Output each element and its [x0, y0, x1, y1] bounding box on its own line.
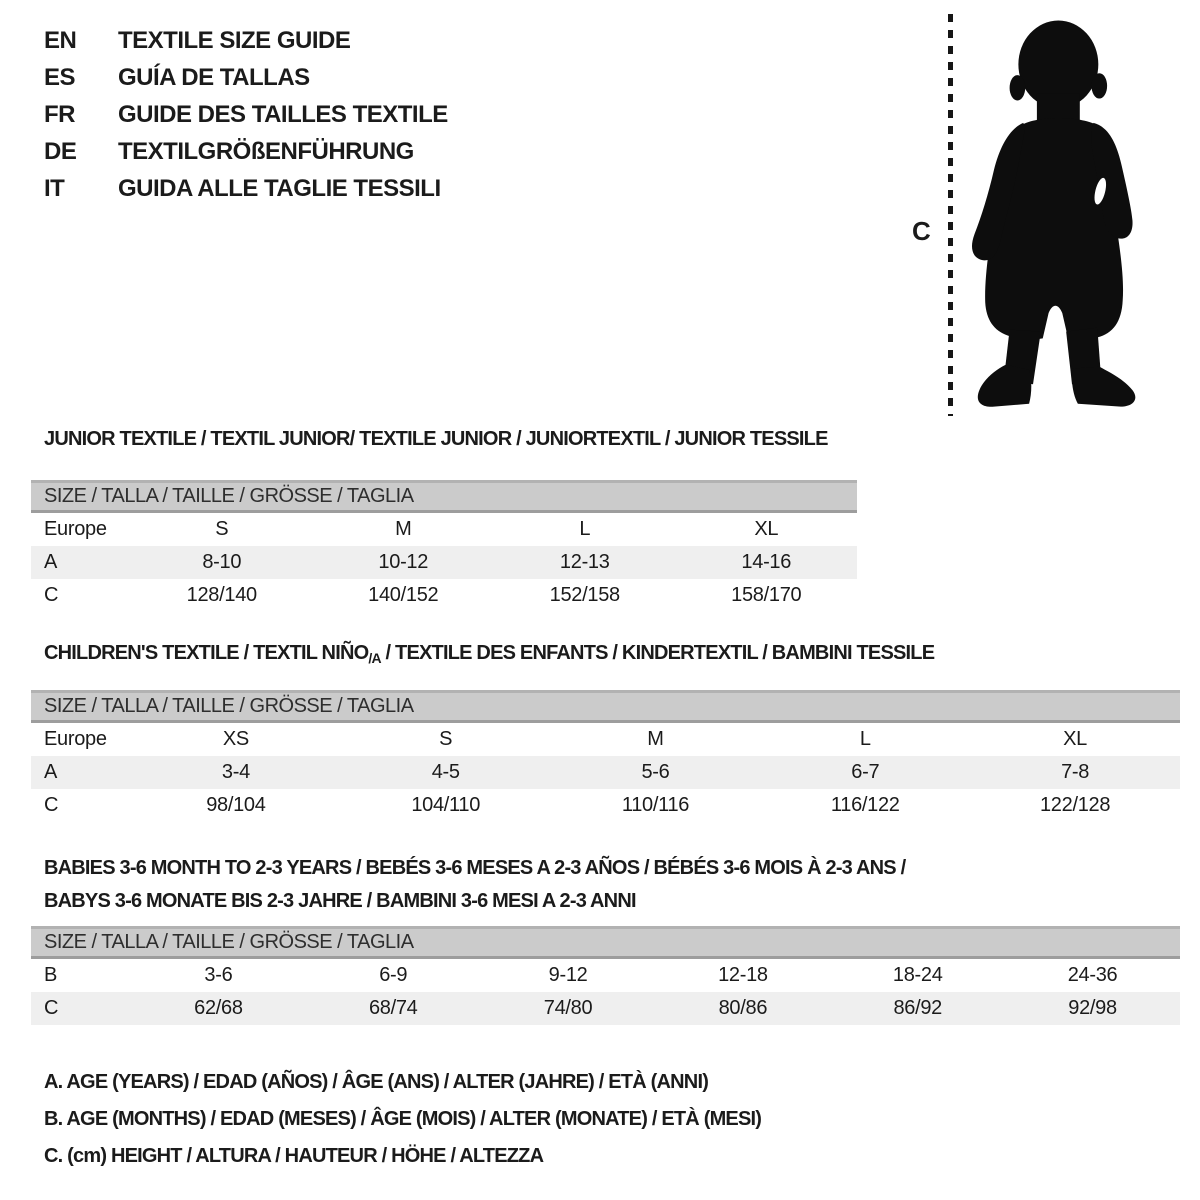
- legend-line: A. AGE (YEARS) / EDAD (AÑOS) / ÂGE (ANS) / ALTER (JAHRE) / ETÀ (ANNI): [44, 1071, 709, 1093]
- table-cell: 7-8: [1061, 761, 1090, 783]
- junior-section-heading: JUNIOR TEXTILE / TEXTIL JUNIOR/ TEXTILE JUNIOR / JUNIORTEXTIL / JUNIOR TESSILE: [44, 428, 828, 450]
- table-cell: 5-6: [641, 761, 670, 783]
- table-row-c: [31, 789, 1180, 822]
- table-cell: S: [215, 518, 229, 540]
- table-row-a: [31, 546, 857, 579]
- size-bar-label: SIZE / TALLA / TAILLE / GRÖSSE / TAGLIA: [44, 931, 414, 953]
- language-row-fr: [44, 96, 448, 133]
- children-heading-text: CHILDREN'S TEXTILE / TEXTIL NIÑO: [44, 642, 369, 664]
- guide-title: GUÍA DE TALLAS: [118, 64, 310, 91]
- row-label: A: [44, 551, 58, 573]
- table-cell: 6-7: [851, 761, 880, 783]
- children-size-table: [31, 723, 1180, 822]
- row-label: Europe: [44, 518, 107, 540]
- size-bar-label: SIZE / TALLA / TAILLE / GRÖSSE / TAGLIA: [44, 695, 414, 717]
- height-dashed-line: [948, 14, 953, 416]
- language-code: FR: [44, 101, 75, 128]
- table-cell: 68/74: [368, 997, 418, 1019]
- toddler-silhouette-icon: [955, 15, 1150, 420]
- table-row-b: [31, 959, 1180, 992]
- legend: [44, 1064, 761, 1175]
- table-cell: 14-16: [741, 551, 792, 573]
- babies-section-heading: [44, 852, 905, 918]
- row-label: C: [44, 997, 59, 1019]
- legend-line: B. AGE (MONTHS) / EDAD (MESES) / ÂGE (MOIS) / ALTER (MONATE) / ETÀ (MESI): [44, 1108, 762, 1130]
- table-cell: 110/116: [621, 794, 690, 816]
- table-row-a: [31, 756, 1180, 789]
- table-cell: 98/104: [206, 794, 266, 816]
- language-row-de: [44, 133, 448, 170]
- babies-section-heading-line: BABIES 3-6 MONTH TO 2-3 YEARS / BEBÉS 3-6 MESES A 2-3 AÑOS / BÉBÉS 3-6 MOIS À 2-3 ANS /: [44, 857, 906, 879]
- table-cell: 140/152: [368, 584, 439, 606]
- size-bar-label: SIZE / TALLA / TAILLE / GRÖSSE / TAGLIA: [44, 485, 414, 507]
- row-label: B: [44, 964, 58, 986]
- table-cell: 12-13: [559, 551, 610, 573]
- table-cell: 12-18: [718, 964, 768, 986]
- guide-title: TEXTILE SIZE GUIDE: [118, 27, 351, 54]
- language-code: ES: [44, 64, 76, 91]
- table-cell: 18-24: [892, 964, 943, 986]
- babies-size-table: [31, 959, 1180, 1025]
- legend-line: C. (cm) HEIGHT / ALTURA / HAUTEUR / HÖHE / ALTEZZA: [44, 1145, 544, 1167]
- language-code: DE: [44, 138, 77, 165]
- language-title-list: [44, 22, 448, 207]
- table-cell: 10-12: [378, 551, 429, 573]
- table-cell: M: [647, 728, 664, 750]
- children-heading-text-after: / TEXTILE DES ENFANTS / KINDERTEXTIL / BAMBINI TESSILE: [380, 642, 935, 664]
- table-cell: 9-12: [548, 964, 588, 986]
- guide-title: GUIDA ALLE TAGLIE TESSILI: [118, 175, 441, 202]
- children-section-heading: [44, 642, 934, 666]
- table-cell: XL: [754, 518, 779, 540]
- language-row-it: [44, 170, 448, 207]
- table-cell: 3-6: [204, 964, 233, 986]
- language-row-es: [44, 59, 448, 96]
- children-heading-subscript: /A: [368, 650, 381, 666]
- row-label: C: [44, 794, 59, 816]
- table-row-c: [31, 992, 1180, 1025]
- table-row-c: [31, 579, 857, 612]
- table-cell: 24-36: [1067, 964, 1118, 986]
- table-cell: 104/110: [411, 794, 481, 816]
- table-cell: 92/98: [1068, 997, 1117, 1019]
- table-cell: 158/170: [731, 584, 802, 606]
- table-cell: XL: [1063, 728, 1088, 750]
- table-cell: 152/158: [549, 584, 620, 606]
- table-cell: XS: [222, 728, 249, 750]
- table-cell: 128/140: [186, 584, 257, 606]
- table-cell: 80/86: [718, 997, 768, 1019]
- language-code: IT: [44, 175, 65, 202]
- table-cell: L: [579, 518, 591, 540]
- table-cell: 8-10: [202, 551, 242, 573]
- table-row-europe: [31, 513, 857, 546]
- language-row-en: [44, 22, 448, 59]
- table-cell: 4-5: [431, 761, 460, 783]
- table-cell: 116/122: [830, 794, 900, 816]
- row-label: Europe: [44, 728, 107, 750]
- row-label: C: [44, 584, 59, 606]
- row-label: A: [44, 761, 58, 783]
- children-size-bar: [31, 690, 1180, 723]
- junior-size-bar: [31, 480, 857, 513]
- table-cell: S: [439, 728, 453, 750]
- guide-title: GUIDE DES TAILLES TEXTILE: [118, 101, 448, 128]
- babies-size-bar: [31, 926, 1180, 959]
- height-measure-label: C: [912, 216, 931, 246]
- table-cell: 3-4: [221, 761, 250, 783]
- table-cell: 122/128: [1039, 794, 1111, 816]
- guide-title: TEXTILGRÖßENFÜHRUNG: [118, 138, 414, 165]
- table-cell: 62/68: [194, 997, 243, 1019]
- table-cell: 74/80: [543, 997, 593, 1019]
- table-cell: 86/92: [893, 997, 942, 1019]
- table-cell: 6-9: [379, 964, 408, 986]
- language-code: EN: [44, 27, 77, 54]
- junior-size-table: [31, 513, 857, 612]
- babies-section-heading-line: BABYS 3-6 MONATE BIS 2-3 JAHRE / BAMBINI 3-6 MESI A 2-3 ANNI: [44, 890, 636, 912]
- table-cell: L: [859, 728, 871, 750]
- table-row-europe: [31, 723, 1180, 756]
- table-cell: M: [395, 518, 412, 540]
